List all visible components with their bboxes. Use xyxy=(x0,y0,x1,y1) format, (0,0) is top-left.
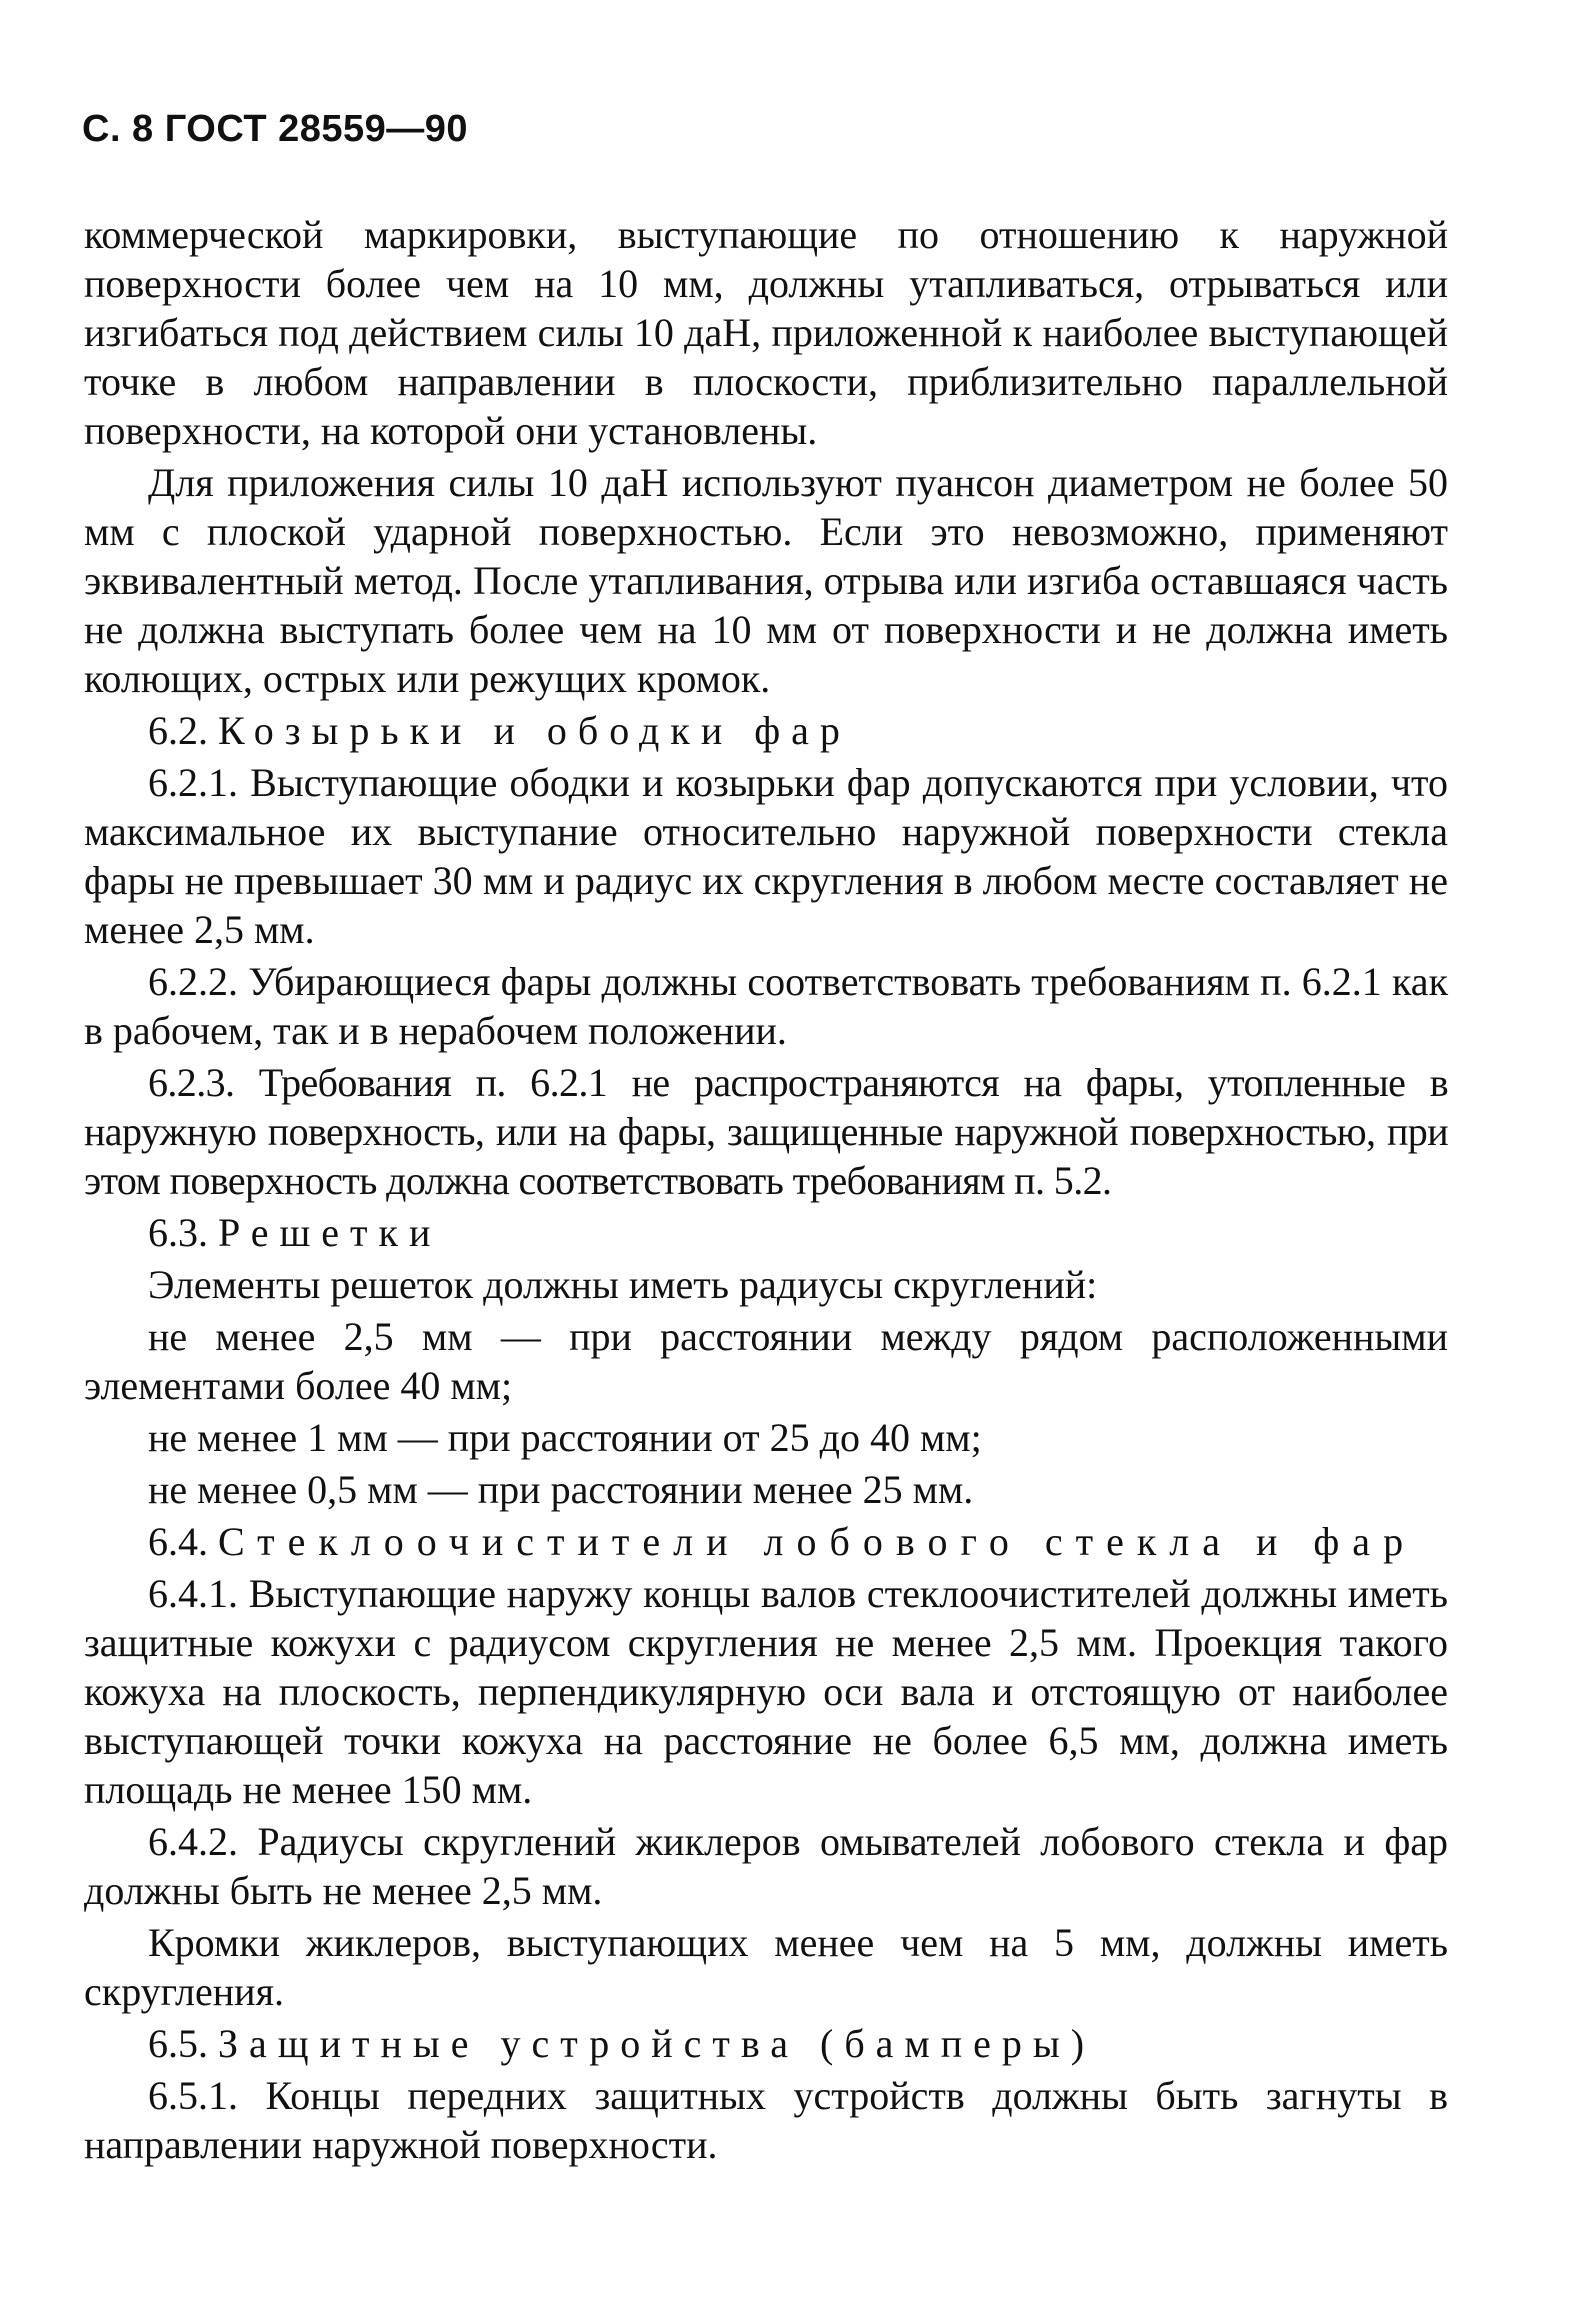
section-heading-6-3 xyxy=(84,1208,1448,1257)
page-header: С. 8 ГОСТ 28559—90 xyxy=(82,108,469,150)
paragraph-continuation: коммерческой маркировки, выступающие по отношению к наружной поверхности более чем на 10 мм, должны утапливаться, отрываться или изгибаться под действием силы 10 даН, приложенной к наиболее выступающей точке в любом направлении в плоскости, приблизительно параллельной поверхности, на которой они установлены. xyxy=(84,212,1448,453)
section-heading-6-4 xyxy=(84,1517,1448,1566)
section-title: Защитные устройства (бамперы) xyxy=(218,2021,1096,2066)
section-number: 6.4. xyxy=(148,1519,208,1564)
list-item-6-3-a: не менее 2,5 мм — при расстоянии между рядом расположенными элементами более 40 мм; xyxy=(84,1314,1448,1408)
paragraph-force-application: Для приложения силы 10 даН используют пуансон диаметром не более 50 мм с плоской ударной поверхностью. Если это невозможно, применяют эквивалентный метод. После утапливания, отрыва или изгиба оставшаяся часть не должна выступать более чем на 10 мм от поверхности и не должна иметь колющих, острых или режущих кромок. xyxy=(84,460,1448,701)
section-title: Козырьки и ободки фар xyxy=(218,708,851,753)
paragraph-6-5-1: 6.5.1. Концы передних защитных устройств должны быть загнуты в направлении наружной поверхности. xyxy=(84,2073,1448,2167)
paragraph-6-4-1: 6.4.1. Выступающие наружу концы валов стеклоочистителей должны иметь защитные кожухи с радиусом скругления не менее 2,5 мм. Проекция такого кожуха на плоскость, перпендикулярную оси вала и отстоящую от наиболее выступающей точки кожуха на расстояние не более 6,5 мм, должна иметь площадь не менее 150 мм. xyxy=(84,1571,1448,1812)
section-title: Стеклоочистители лобового стекла и фар xyxy=(218,1519,1417,1564)
document-body xyxy=(84,210,1448,2172)
paragraph-6-4-2: 6.4.2. Радиусы скруглений жиклеров омывателей лобового стекла и фар должны быть не менее 2,5 мм. xyxy=(84,1819,1448,1913)
section-number: 6.3. xyxy=(148,1210,208,1255)
section-title: Решетки xyxy=(218,1210,442,1255)
paragraph-6-2-1: 6.2.1. Выступающие ободки и козырьки фар допускаются при условии, что максимальное их выступание относительно наружной поверхности стекла фары не превышает 30 мм и радиус их скругления в любом месте составляет не менее 2,5 мм. xyxy=(84,760,1448,952)
section-number: 6.5. xyxy=(148,2021,208,2066)
paragraph-6-2-3: 6.2.3. Требования п. 6.2.1 не распространяются на фары, утопленные в наружную поверхность, или на фары, защищенные наружной поверхностью, при этом поверхность должна соответствовать требованиям п. 5.2. xyxy=(84,1060,1448,1203)
paragraph-6-2-2: 6.2.2. Убирающиеся фары должны соответствовать требованиям п. 6.2.1 как в рабочем, так и в нерабочем положении. xyxy=(84,959,1448,1053)
paragraph-6-4-2-edges: Кромки жиклеров, выступающих менее чем на 5 мм, должны иметь скругления. xyxy=(84,1920,1448,2014)
list-item-6-3-b: не менее 1 мм — при расстоянии от 25 до 40 мм; xyxy=(148,1415,982,1460)
section-heading-6-5 xyxy=(84,2019,1448,2068)
section-heading-6-2 xyxy=(84,706,1448,755)
section-number: 6.2. xyxy=(148,708,208,753)
list-item-6-3-c: не менее 0,5 мм — при расстоянии менее 25 мм. xyxy=(148,1467,974,1512)
paragraph-6-3-intro: Элементы решеток должны иметь радиусы скруглений: xyxy=(148,1262,1098,1307)
